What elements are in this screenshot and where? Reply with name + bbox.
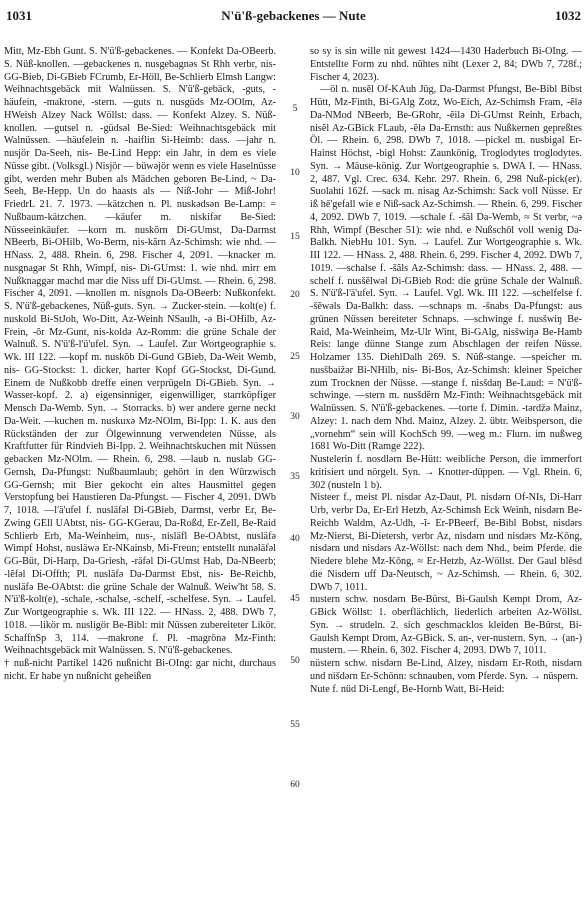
line-number: 30 — [290, 412, 300, 422]
right-column — [310, 46, 582, 696]
line-number: 50 — [290, 656, 300, 666]
line-number: 60 — [290, 780, 300, 790]
left-column — [4, 46, 276, 684]
line-number: 10 — [290, 168, 300, 178]
entry-block-nuss-gebackenes: Mitt, Mz-Ebh Gunt. S. N'ü'ß-gebackenes. — Konfekt Da-OBeerb. S. Nüß-knollen. —gebackenes n. nusgebagnəs St Rhh verbr, nis- GG-Bieb, Di-GBieb FCrumb, Er-Höll, Be-Schlierb Elmsh Langw: Weihnachtsgebäck mit Walnüssen. S. N'ü'ß-gebäck, -guts, -häufein, -makrone, -stern. —guts n. nusgüds Mz-OOlm, Az-HWeish Alzey Nack Wöllst: dass. — Konfekt Alzey. S. Nüß-knollen. —gutsel n. -güdsəl Be-Sied: Weihnachtsgebäck mit Walnüssen. —häufelein n. -haiflin Si-Heimb: dass. —jahr n. nusjör Da-Seeh, nis- Be-Lind Hepp: ein Jahr, in dem es viele Nüsse gibt. (Volksgl.) Nisjör — büwəjör wenn es viele Haselnüsse gibt, werden mehr Buben als Mädchen geboren Be-Lind, ~ Da-Seeh, Be-Hepp. Un do haasts als — Niß-Johr — Miß-Johr! FriedrL 21. 7. 1973. —kätzchen n. Pl. nuskədsən Be-Lamp: = Nußbaum-kätzchen. —käufer m. niskifər Be-Sied: Nüsseeinkäufer. —korn m. nuskŏrn Di-GUmst, Da-Darmst NBeerb, Bi-OHilb, Wo-Berm, nis-kărn Az-Schimsh: wie nhd. — HNass. 2, 488. Rhein. 6, 298. Fischer 4, 2091. —knacker m. nusgnagər St Rhh, Wimpf, nis- Di-GUmst: 1. wie nhd. mirr em Nußknaggər machd mər die Niss uff Di-GUmst. — Rhein. 6, 298. Fischer 4, 2091. —knollen m. nisgnols Da-OBeerb: Nußkonfekt. S. N'ü'ß-gebackenes, Nüß-guts. Syn. → Zucker-stein. —kolt(e) f. nuskold Bi-StJoh, Wo-Ditt, Az-Weinh NSaulh, -ə Bi-OHilb, Az-Frein, -ŏr Mz-Gunt, nis-koldə Az-Romm: die grüne Schale der Walnuß. S. N'ü'ß-l'ü'ufel. Syn. → Laufel. Zur Wortgeographie s. Wk. III 122. —kopf m. nuskŏb Di-Gund GBieb, Da-Weit Wemb, nis- GG-Stockst: 1. dicker, harter Kopf GG-Stockst, Di-Gund. Einem de Nußkobb dreffe einen verprügeln Di-GBieb. Syn. → Wasser-kopf. 2. a) eigensinniger, eigenwilliger, starrköpfiger Mensch Da-Wemb. Syn. → Storracks. b) wer andere gerne neckt Da-Weit. —kuchen m. nuskuxə Mz-NOlm, Bi-Ipp: 1. K. aus den Rückständen der zur Ölgewinnung verwendeten Nüsse, als Kraftfutter für Rindvieh Bi-Ipp. 2. Weihnachtskuchen mit Nüssen gebacken Mz-NOlm. — Rhein. 6, 298. —laub n. nuslab GG-Gernsh, Da-Pfungst: Nußbaumlaub; gehört in den Würzwisch GG-Gernsh; mit Bier gekocht ein altes Hausmittel gegen Verstopfung bei Haustieren Da-Pfungst. — Fischer 4, 2091. DWb 7, 1018. —l'ä'ufel f. nusläfəl Di-GBieb, Darmst, verbr Er, Be-Zwing GEll UAbtst, nis- GG-KGerau, Da-Roßd, Er-Zell, Be-Raid Schlierb Erb, Ma-Weinheim, nus-, nisläfl Be-OAbtst, nusläfə Wimpf Hohst, nusläwə Er-NKainsb, Mi-Freun; entstellt nunəläfəl GG-Büt, Di-Harp, Da-Griesh, -räfəl Di-GUmst Hab, Da-NBeerb; -lĕfəl Di-Offth; Pl. nusläfə Da-Darmst Ebst, nis- Be-Reichb, nusläfə Be-OAbtst: die grüne Schale der Walnuß. Weiw'ht 58. S. N'ü'ß-kolt(e), -schale, -schalse, -schelf, -schelfese. Syn. → Laufel. Zur Wortgeographie s. Wk. III 122. — HNass. 2, 488. DWb 7, 1018. —likör m. nusligör Be-Bibl: mit Nüssen zubereiteter Likör. SchaffnSp 3, 114. —makrone f. Pl. -magrōnə Mz-Finth: Weihnachtsgebäck mit Walnüssen. S. N'ü'ß-gebackenes. — [4, 46, 277, 657]
line-number: 15 — [290, 232, 300, 242]
line-number: 5 — [292, 104, 298, 114]
line-number: 20 — [290, 290, 300, 300]
entry-nisteer: Nisteer f., meist Pl. nisdər Az-Daut, Pl. nisdərn Of-NIs, Di-Harr Urb, verbr Da, Er-Erl Hetzb, Az-Schimsh Eck Weinh, nisdərn Be-Reichb Waldm, Az-Udh, -ĭ- Er-PBeerf, Be-Bibl Bobst, nisdərs Mz-Nierst, Bi-Dietersh, verbr Az, nisdərn und nisdərs Mz-Kōng, nisdərn und nisdərs Az-Wöllst: nach dem Nhd., beim Pferde. die Niedere blehe Mz-Kōng, ≈ Er-Hetzb, Az-Wöllst. Der Gaul blēsd die Nisdern uff Da-Neutsch, ~ Az-Schimsh. — Rhein. 6, 302. DWb 7, 1011. — [310, 492, 582, 593]
entry-nuestern: nüstern schw. nisdərn Be-Lind, Alzey, nisdərn Er-Roth, nisdərn und nišdərn Er-Schönn: schnauben, vom Pferde. Syn. → nüspern. — [310, 658, 582, 682]
page-header — [6, 8, 581, 28]
page-number-right: 1032 — [555, 8, 581, 23]
entry-nuss-nicht: † nuß-nicht Partikel 1426 nußnicht Bi-OIng: gar nicht, durchaus nicht. Er habe yn nußnicht geheißen — [4, 658, 276, 682]
entry-block-nuss-oel: —öl n. nusĕl Of-KAuh Jüg, Da-Darmst Pfungst, Be-Bibl Bibst Hütt, Mz-Finth, Bi-GAlg Zotz, Wo-Eich, Az-Schimsh Fram, -ĕlə Da-NMod NBeerb, Be-GRohr, -ĕilə Di-GUmst Reinh, Erbach, nisĕl Az-GBick FLaub, -ĕlə Da-Ernsth: aus Nußkernen gepreßtes Öl. — Rhein. 6, 298. DWb 7, 1018. —pickel m. nusbigəl Er-Hainst Höchst, -bigl Hohst: Zaunkönig, Troglodytes troglodytes. Syn. → Mäuse-könig. Zur Wortgeographie s. DWA I. — HNass. 2, 487. Vgl. Crec. 634. Kehr. 297. Rhein. 6, 298 Nuß-pick(er). Suolahti 162f. —sack m. nisag Az-Schimsh: Sack voll Nüsse. Er iß hē'gefall wie e Niß-sack Az-Schimsh. — Rhein. 6, 299. Fischer 4, 2092. DWb 7, 1019. —schale f. -šăl Da-Wemb, ≈ St verbr, ~ə Rhh, Wimpf (Bescher 51): wie nhd. e Nußschōl voll wenig Da-Balkh. NiebHu 101. Syn. → Laufel. Zur Wortgeographie s. Wk. III 122. — HNass. 2, 488. Rhein. 6, 299. Fischer 4, 2092. DWb 7, 1019. —schalse f. -šăls Az-Schimsh: dass. — HNass. 2, 488. —schelf f. nusšĕlwəl Di-GBieb Rod: die grüne Schale der Walnuß. S. N'ü'ß-l'ä'ufel. Syn. → Laufel. Vgl. Wk. III 122. —schelfelse f. -šĕwəls Da-Balkh: dass. —schnaps m. -šnabs Da-Pfungst: aus grünen Nüssen bereiteter Schnaps. —schwinge f. nusšwiŋ Be-Raid, Ma-Weinheim, Mz-Ulr Wint, Bi-GAlg, nisšwiŋə Be-Hamb Reis: lange dünne Stange zum Abschlagen der reifen Nüsse. Holzamer 135. DiehlDalh 269. S. Nüß-stange. —speicher m. nusšbaižər Bi-NHilb, nis- Bi-Bos, Az-Schimsh: kleiner Speicher zum Trocknen der Nüsse. —stange f. nisšdaŋ Be-Laud: = N'ü'ß-schwinge. —stern m. nusšdĕrn Mz-Finth: Weihnachtsgebäck mit Walnüssen. S. N'ü'ß-gebackenes. —torte f. Dimin. -tərdžə Mainz, Alzey: 1. nach dem Nhd. Mainz, Alzey. 2. übtr. Weibsperson, die „vornehm“ sein will KochSch 99. —weg m.: Flurn. im nußweg 1681 Wo-Ditt (Ramge 222). — [310, 84, 582, 453]
page-number-left: 1031 — [6, 8, 32, 23]
line-number: 55 — [290, 720, 300, 730]
entry-nustelerin: Nustelerin f. nosdlərn Be-Hütt: weibliche Person, die immerfort kritisiert und nörgelt. Syn. → Knotter-düppen. — Vgl. Rhein. 6, 302 (nusteln 1 b). — [310, 454, 582, 491]
line-number: 35 — [290, 472, 300, 482]
entry-continuation: so sy is sin wille nit gewest 1424—1430 Haderbuch Bi-OIng. — Entstellte Form zu nhd. nühtes niht (Lexer 2, 84; DWb 7, 728f.; Fischer 4, 2023). — [310, 46, 582, 83]
line-number: 45 — [290, 594, 300, 604]
running-title: N'ü'ß-gebackenes — Nute — [221, 8, 366, 23]
line-number: 25 — [290, 352, 300, 362]
entry-nute: Nute f. nüd Di-Lengf, Be-Hornb Watt, Bi-Heid: — [310, 683, 505, 695]
line-number: 40 — [290, 534, 300, 544]
entry-nustern: nustern schw. nosdərn Be-Bürst, Bi-Gaulsh Kempt Drom, Az-GBick Wöllst: 1. oberflächlich, liederlich arbeiten Az-Wöllst. Syn. → strudeln. 2. sich geschmacklos kleiden Be-Bürst, Bi-Gaulsh Kempt Drom, Az-GBick. S. an-, ver-nustern. Syn. → (an-) mustern. — Rhein. 6, 302. Fischer 4, 2093. DWb 7, 1011. — [310, 594, 582, 657]
